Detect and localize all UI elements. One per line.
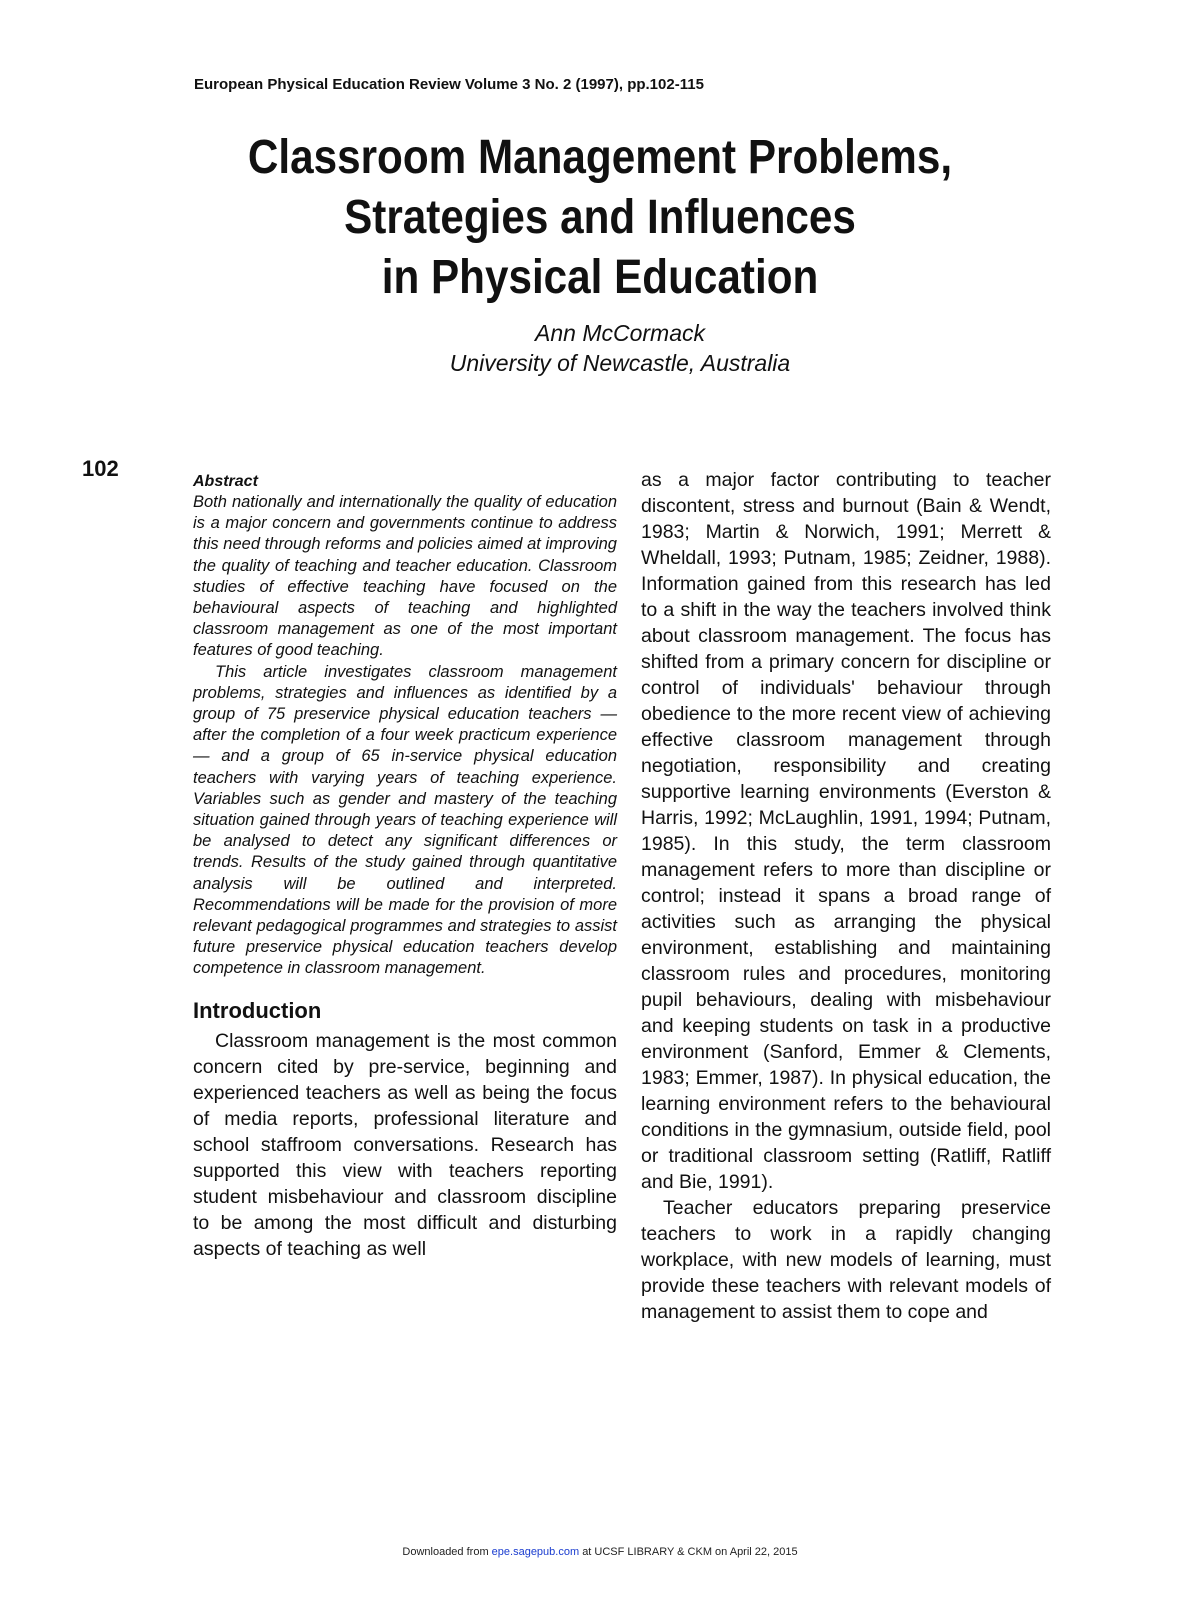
left-column xyxy=(193,472,617,1262)
introduction-heading: Introduction xyxy=(193,997,322,1023)
abstract-heading: Abstract xyxy=(193,473,258,490)
right-paragraph-2: Teacher educators preparing preservice teachers to work in a rapidly changing workplace, with new models of learning, must provide these teachers with relevant models of management to assist them to cope and xyxy=(641,1197,1051,1323)
title-line-1: Classroom Management Problems, xyxy=(247,131,953,184)
page-number: 102 xyxy=(82,456,119,481)
journal-header: European Physical Education Review Volume 3 No. 2 (1997), pp.102-115 xyxy=(194,76,704,93)
right-paragraph-1: as a major factor contributing to teacher discontent, stress and burnout (Bain & Wendt, 1983; Martin & Norwich, 1991; Merrett & Wheldall, 1993; Putnam, 1985; Zeidner, 1988). Information gained from this research has led to a shift in the way the teachers involved think about classroom management. The focus has shifted from a primary concern for discipline or control of individuals' behaviour through obedience to the more recent view of achieving effective classroom management through negotiation, responsibility and creating supportive learning environments (Everston & Harris, 1992; McLaughlin, 1991, 1994; Putnam, 1985). In this study, the term classroom management refers to more than discipline or control; instead it spans a broad range of activities such as arranging the physical environment, establishing and maintaining classroom rules and procedures, monitoring pupil behaviours, dealing with misbehaviour and keeping students on task in a productive environment (Sanford, Emmer & Clements, 1983; Emmer, 1987). In physical education, the learning environment refers to the behavioural conditions in the gymnasium, outside field, pool or traditional classroom setting (Ratliff, Ratliff and Bie, 1991). xyxy=(641,469,1051,1193)
title-line-3: in Physical Education xyxy=(381,251,819,304)
article-title xyxy=(204,128,996,308)
author-block xyxy=(300,318,940,378)
footer-prefix: Downloaded from xyxy=(402,1546,489,1558)
download-footer xyxy=(0,1546,1200,1558)
right-column xyxy=(641,467,1051,1325)
abstract-paragraph-2: This article investigates classroom management problems, strategies and influences as identified by a group of 75 preservice physical education teachers — after the completion of a four week practicum experience — and a group of 65 in-service physical education teachers with varying years of teaching experience. Variables such as gender and mastery of the teaching situation gained through years of teaching experience will be analysed to detect any significant differences or trends. Results of the study gained through quantitative analysis will be outlined and interpreted. Recommendations will be made for the provision of more relevant pedagogical programmes and strategies to assist future preservice physical education teachers develop competence in classroom management. xyxy=(193,662,617,978)
abstract-paragraph-1: Both nationally and internationally the quality of education is a major concern and governments continue to address this need through reforms and policies aimed at improving the quality of teaching and teacher education. Classroom studies of effective teaching have focused on the behavioural aspects of teaching and highlighted classroom management as one of the most important features of good teaching. xyxy=(193,493,617,660)
introduction-paragraph-1: Classroom management is the most common concern cited by pre-service, beginning and experienced teachers as well as being the focus of media reports, professional literature and school staffroom conversations. Research has supported this view with teachers reporting student misbehaviour and classroom discipline to be among the most difficult and disturbing aspects of teaching as well xyxy=(193,1029,617,1260)
author-affiliation: University of Newcastle, Australia xyxy=(449,350,791,376)
author-name: Ann McCormack xyxy=(535,320,705,346)
title-line-2: Strategies and Influences xyxy=(344,191,856,244)
footer-link[interactable]: epe.sagepub.com xyxy=(491,1546,580,1558)
footer-suffix: at UCSF LIBRARY & CKM on April 22, 2015 xyxy=(582,1546,798,1558)
